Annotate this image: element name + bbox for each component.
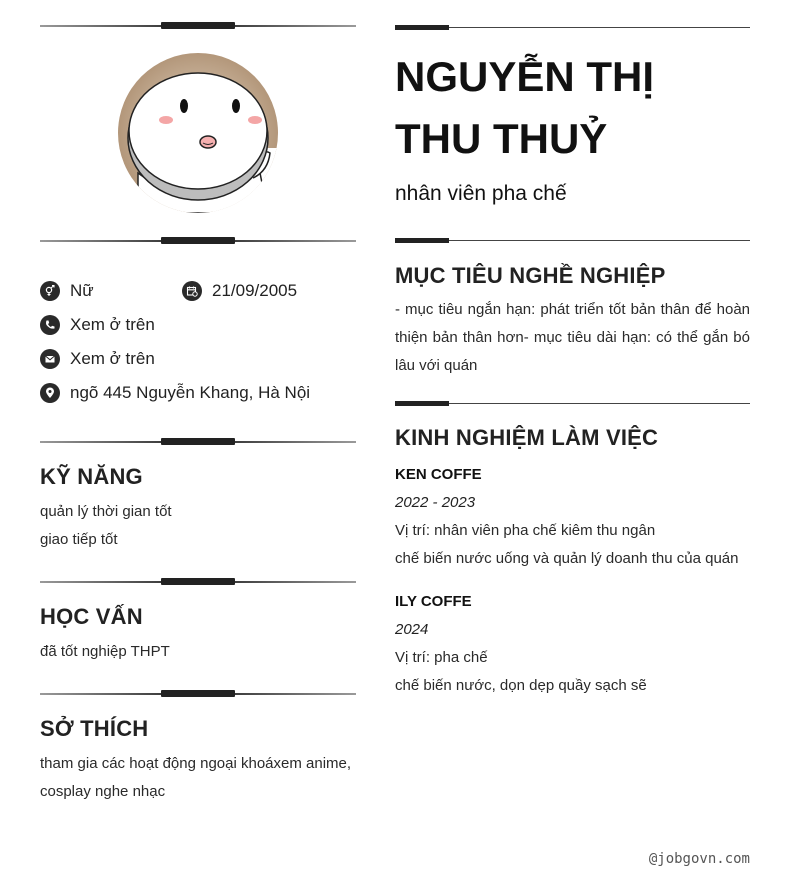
watermark: @jobgovn.com [648,851,750,867]
calendar-icon [182,281,202,301]
gender-value: Nữ [70,281,94,300]
hobbies-title: SỞ THÍCH [40,716,149,741]
gender-row [40,281,94,301]
hobbies-line: cosplay nghe nhạc [40,783,166,800]
divider [395,401,750,407]
email-icon [40,349,60,369]
divider [40,438,356,446]
divider [395,25,750,31]
phone-value: Xem ở trên [70,315,155,334]
experience-description: chế biến nước, dọn dẹp quầy sạch sẽ [395,677,647,694]
experience-position: Vị trí: nhân viên pha chế kiêm thu ngân [395,522,656,539]
divider [40,22,356,30]
birthdate-value: 21/09/2005 [212,281,298,300]
divider [40,578,356,586]
skill-item: giao tiếp tốt [40,531,118,548]
objective-text: - mục tiêu ngắn hạn: phát triển tốt bản thân để hoàn thiện bản thân hơn- mục tiêu dài hạn: có thể gắn bó lâu với quán [395,301,750,374]
hobbies-line: tham gia các hoạt động ngoại khoáxem anime, [40,755,352,772]
skill-item: quản lý thời gian tốt [40,503,172,520]
education-item: đã tốt nghiệp THPT [40,643,170,660]
gender-icon [40,281,60,301]
candidate-name: NGUYỄN THỊ THU THUỶ [395,53,655,162]
skills-title: KỸ NĂNG [40,464,143,489]
address-row [40,383,310,403]
education-title: HỌC VẤN [40,604,143,629]
objective-title: MỤC TIÊU NGHỀ NGHIỆP [395,263,666,288]
divider [395,238,750,244]
job-title: nhân viên pha chế [395,182,567,205]
birthdate-row [182,281,297,301]
experience-company: KEN COFFE [395,466,482,483]
address-value: ngõ 445 Nguyễn Khang, Hà Nội [70,383,311,402]
experience-period: 2024 [395,621,429,638]
experience-description: chế biến nước uống và quản lý doanh thu của quán [395,550,739,567]
phone-row [40,315,155,335]
email-row [40,349,155,369]
divider [40,690,356,698]
experience-company: ILY COFFE [395,593,472,610]
avatar [118,53,278,213]
location-pin-icon [40,383,60,403]
phone-icon [40,315,60,335]
divider [40,237,356,245]
email-value: Xem ở trên [70,349,155,368]
experience-period: 2022 - 2023 [395,494,476,511]
experience-title: KINH NGHIỆM LÀM VIỆC [395,425,659,450]
experience-position: Vị trí: pha chế [395,649,488,666]
